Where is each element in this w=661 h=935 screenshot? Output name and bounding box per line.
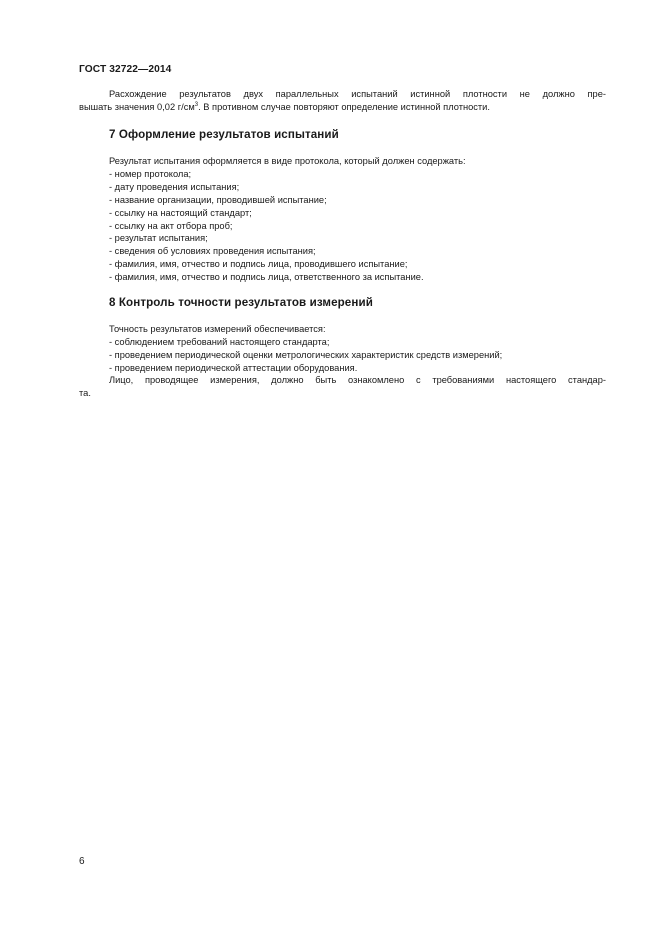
- list-item: - номер протокола;: [109, 168, 192, 179]
- list-item: - сведения об условиях проведения испытания;: [109, 246, 316, 257]
- section-8-heading: 8 Контроль точности результатов измерений: [109, 296, 373, 309]
- closing-line-2: та.: [79, 387, 91, 398]
- list-item: - проведением периодической аттестации оборудования.: [109, 362, 358, 373]
- closing-paragraph: [79, 374, 606, 400]
- list-item: - проведением периодической оценки метрологических характеристик средств измерений;: [109, 349, 503, 360]
- section-8-intro: Точность результатов измерений обеспечивается:: [109, 324, 326, 334]
- section-7-intro: Результат испытания оформляется в виде протокола, который должен содержать:: [109, 156, 466, 166]
- section-8-body: [109, 323, 502, 375]
- page-number: 6: [79, 856, 85, 867]
- intro-line-2: [79, 101, 606, 114]
- section-7-body: [109, 155, 466, 284]
- list-item: - ссылку на настоящий стандарт;: [109, 207, 252, 218]
- document-header: ГОСТ 32722—2014: [79, 64, 172, 75]
- list-item: - фамилия, имя, отчество и подпись лица, ответственного за испытание.: [109, 272, 424, 283]
- section-7-heading: 7 Оформление результатов испытаний: [109, 128, 339, 141]
- list-item: - соблюдением требований настоящего стандарта;: [109, 336, 330, 347]
- list-item: - ссылку на акт отбора проб;: [109, 220, 233, 231]
- intro-paragraph: [79, 88, 606, 114]
- list-item: - результат испытания;: [109, 233, 208, 244]
- intro-line-1: Расхождение результатов двух параллельных испытаний истинной плотности не должно пре-: [109, 89, 606, 99]
- intro-line-2-text: вышать значения 0,02 г/см: [79, 102, 195, 112]
- intro-line-2-tail: . В противном случае повторяют определение истинной плотности.: [198, 102, 490, 112]
- list-item: - фамилия, имя, отчество и подпись лица, проводившего испытание;: [109, 259, 408, 270]
- closing-line-1: Лицо, проводящее измерения, должно быть ознакомлено с требованиями настоящего стандар-: [109, 375, 606, 385]
- superscript-3: 3: [194, 101, 199, 108]
- list-item: - дату проведения испытания;: [109, 181, 240, 192]
- list-item: - название организации, проводившей испытание;: [109, 194, 327, 205]
